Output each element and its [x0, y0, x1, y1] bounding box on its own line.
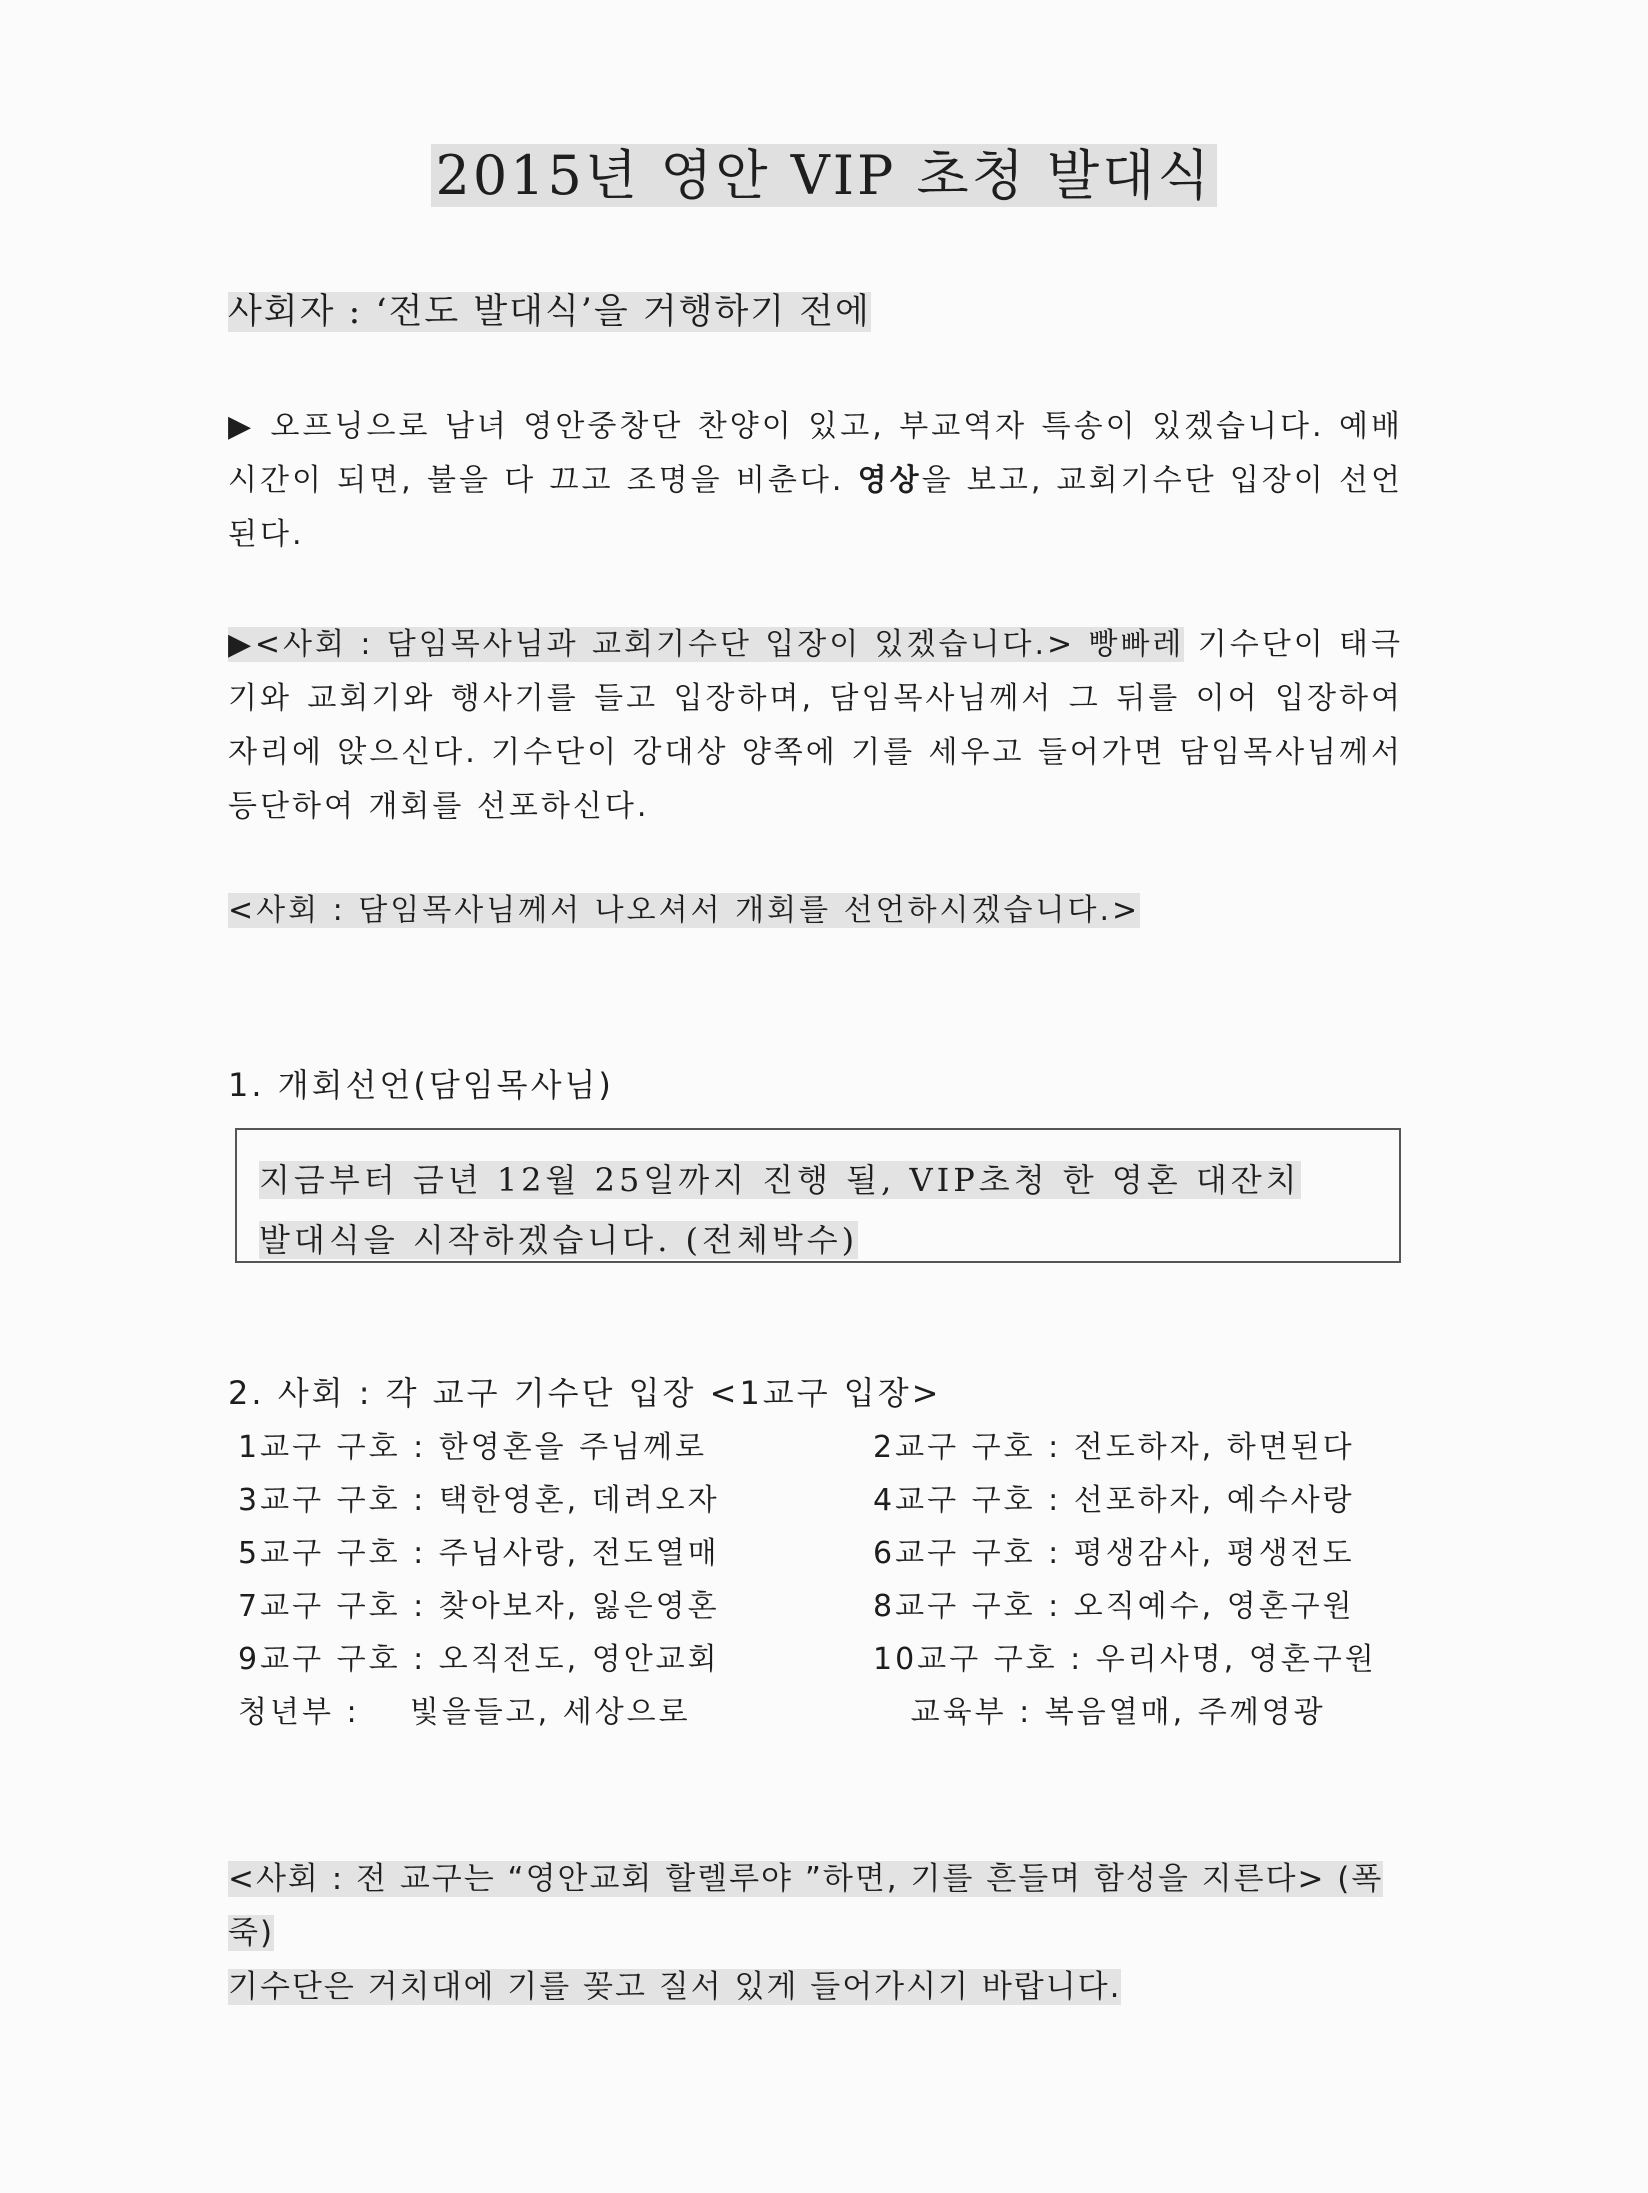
slogan-left: 1교구 구호 : 한영혼을 주님께로	[238, 1430, 708, 1465]
paragraph-entrance: ▶<사회 : 담임목사님과 교회기수단 입장이 있겠습니다.> 빵빠레 기수단이 태극기와 교회기와 행사기를 들고 입장하며, 담임목사님께서 그 뒤를 이어 입장하여 자리에 앉으신다. 기수단이 강대상 양쪽에 기를 세우고 들어가면 담임목사님께서 등단하여 개회를 선포하신다.	[228, 627, 1403, 824]
section-2-heading: 2. 사회 : 각 교구 기수단 입장 <1교구 입장>	[228, 1374, 942, 1412]
slogan-row	[238, 1634, 1408, 1687]
slogan-left: 5교구 구호 : 주님사랑, 전도열매	[238, 1536, 720, 1571]
slogan-right: 6교구 구호 : 평생감사, 평생전도	[873, 1536, 1355, 1571]
slogan-right: 10교구 구호 : 우리사명, 영혼구원	[873, 1642, 1377, 1677]
slogan-right: 4교구 구호 : 선포하자, 예수사랑	[873, 1483, 1355, 1518]
closing-announcement: <사회 : 전 교구는 “영안교회 할렐루야 ”하면, 기를 흔들며 함성을 지른다> (폭죽) 기수단은 거치대에 기를 꽂고 질서 있게 들어가시기 바랍니다.	[228, 1861, 1384, 2005]
slogan-row	[238, 1687, 1408, 1740]
slogan-left: 7교구 구호 : 찾아보자, 잃은영혼	[238, 1589, 720, 1624]
slogan-right: 교육부 : 복음열매, 주께영광	[873, 1695, 1326, 1730]
slogan-list	[238, 1422, 1408, 1740]
subtitle: 사회자 : ‘전도 발대식’을 거행하기 전에	[228, 292, 871, 332]
slogan-left: 9교구 구호 : 오직전도, 영안교회	[238, 1642, 720, 1677]
page-title: 2015년 영안 VIP 초청 발대식	[0, 133, 1648, 210]
paragraph-opening: ▶ 오프닝으로 남녀 영안중창단 찬양이 있고, 부교역자 특송이 있겠습니다. 예배 시간이 되면, 불을 다 끄고 조명을 비춘다. 영상을 보고, 교회기수단 입장이 선언 된다.	[228, 409, 1404, 552]
slogan-right: 2교구 구호 : 전도하자, 하면된다	[873, 1430, 1355, 1465]
slogan-right: 8교구 구호 : 오직예수, 영혼구원	[873, 1589, 1355, 1624]
slogan-row	[238, 1475, 1408, 1528]
slogan-left: 3교구 구호 : 택한영혼, 데려오자	[238, 1483, 720, 1518]
slogan-left: 청년부 : 빛을들고, 세상으로	[238, 1695, 691, 1730]
announcement-opening: <사회 : 담임목사님께서 나오셔서 개회를 선언하시겠습니다.>	[228, 893, 1141, 928]
slogan-row	[238, 1528, 1408, 1581]
declaration-box: 지금부터 금년 12월 25일까지 진행 될, VIP초청 한 영혼 대잔치 발대식을 시작하겠습니다. (전체박수)	[235, 1128, 1401, 1263]
slogan-row	[238, 1422, 1408, 1475]
arrow-icon: ▶	[228, 409, 257, 444]
slogan-row	[238, 1581, 1408, 1634]
section-1-heading: 1. 개회선언(담임목사님)	[228, 1066, 614, 1104]
